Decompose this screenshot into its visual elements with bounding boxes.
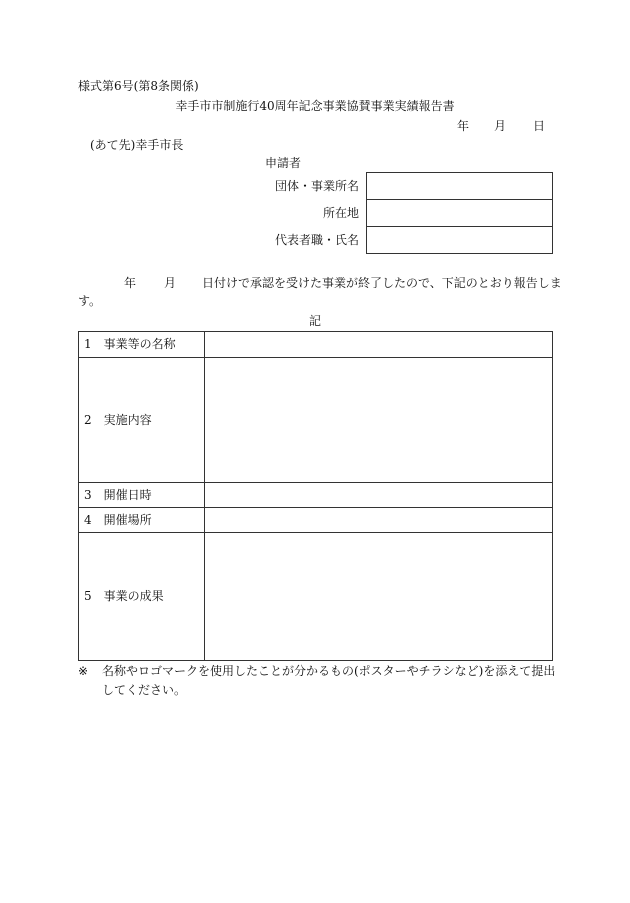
date-month: 月 [494, 119, 507, 133]
datetime-field[interactable] [208, 485, 548, 504]
document-title: 幸手市市制施行40周年記念事業協賛事業実績報告書 [175, 99, 455, 113]
organization-field[interactable] [370, 176, 550, 196]
row-label-venue: 4 開催場所 [84, 513, 152, 527]
divider [78, 507, 553, 508]
divider [366, 226, 553, 227]
date-year: 年 [457, 119, 470, 133]
divider [78, 482, 553, 483]
field-label-address: 所在地 [322, 206, 359, 220]
results-field[interactable] [208, 535, 548, 657]
body-month: 月 [164, 276, 177, 290]
row-label-event-name: 1 事業等の名称 [84, 337, 176, 351]
representative-field[interactable] [370, 230, 550, 250]
form-number: 様式第6号(第8条関係) [78, 79, 199, 93]
body-text-line1: 日付けで承認を受けた事業が終了したので、下記のとおり報告しま [202, 276, 562, 290]
divider [78, 357, 553, 358]
addressee: (あて先)幸手市長 [90, 138, 184, 152]
date-day: 日 [533, 119, 546, 133]
field-label-organization: 団体・事業所名 [274, 179, 359, 193]
row-label-datetime: 3 開催日時 [84, 488, 152, 502]
content-field[interactable] [208, 360, 548, 478]
row-label-results: 5 事業の成果 [84, 589, 164, 603]
field-label-representative: 代表者職・氏名 [274, 233, 359, 247]
address-field[interactable] [370, 203, 550, 223]
applicant-heading: 申請者 [265, 156, 302, 170]
ki-heading: 記 [309, 314, 322, 328]
body-text-line2: す。 [78, 294, 102, 308]
divider [366, 199, 553, 200]
body-year: 年 [124, 276, 137, 290]
note-mark: ※ [78, 664, 89, 678]
note-line1: 名称やロゴマークを使用したことが分かるもの(ポスターやチラシなど)を添えて提出 [102, 664, 556, 678]
row-label-content: 2 実施内容 [84, 413, 152, 427]
event-name-field[interactable] [208, 334, 548, 354]
divider [78, 532, 553, 533]
venue-field[interactable] [208, 510, 548, 529]
note-line2: してください。 [102, 683, 187, 697]
column-divider [204, 331, 205, 661]
